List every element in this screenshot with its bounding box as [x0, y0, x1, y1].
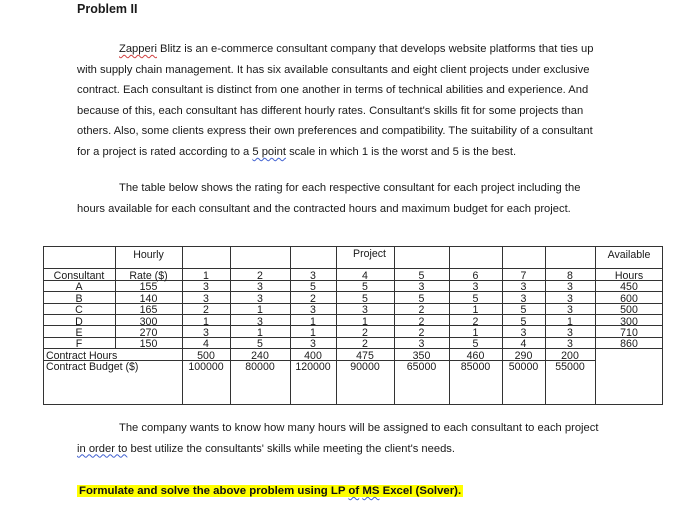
available-hours: 710 — [620, 326, 638, 339]
intro-text: because of this, each consultant has different hourly rates. Consultant's skills fit for some projects than — [77, 104, 584, 117]
rating-cell: 3 — [567, 304, 573, 317]
point-scale-phrase: 5 point — [252, 145, 286, 158]
rating-cell: 3 — [567, 292, 573, 305]
rating-cell: 2 — [418, 304, 425, 317]
project-number: 5 — [418, 269, 425, 282]
rating-cell: 4 — [203, 338, 209, 351]
rating-cell: 3 — [520, 292, 527, 305]
intro-line — [77, 60, 637, 81]
project-header: Project — [353, 248, 386, 260]
contract-budget-cell: 65000 — [406, 361, 437, 374]
table-intro-line-1: The table below shows the rating for each respective consultant for each project including the — [119, 182, 581, 194]
rating-cell: 1 — [472, 304, 479, 317]
available-hours: 500 — [620, 304, 638, 317]
intro-line — [77, 101, 637, 122]
rate-header: Rate ($) — [129, 269, 168, 282]
rating-cell: 3 — [310, 304, 316, 317]
rating-cell: 5 — [472, 292, 479, 305]
task-instruction — [77, 485, 463, 497]
rating-cell: 3 — [567, 281, 573, 294]
rating-cell: 2 — [362, 326, 368, 339]
project-number: 2 — [257, 269, 263, 282]
project-number: 6 — [472, 269, 479, 282]
consultant-project-table — [43, 246, 663, 405]
hourly-header: Hourly — [133, 249, 164, 261]
rating-cell: 5 — [257, 338, 263, 351]
project-number: 1 — [203, 269, 209, 282]
contract-budget-cell: 90000 — [350, 361, 380, 374]
rating-cell: 3 — [257, 292, 263, 305]
rating-cell: 3 — [203, 281, 209, 294]
consultant-name: A — [75, 281, 83, 294]
intro-text: for a project is rated according to a — [77, 145, 253, 158]
consultant-name: F — [75, 338, 83, 351]
rating-cell: 1 — [203, 315, 209, 328]
closing-line-2: best utilize the consultants' skills while meeting the client's needs. — [127, 442, 456, 455]
task-part-of: of — [348, 485, 360, 497]
intro-line — [77, 142, 637, 163]
closing-underlined-phrase: in order to — [77, 442, 128, 455]
contract-hours-cell: 240 — [251, 349, 269, 362]
contract-hours-cell: 500 — [197, 349, 215, 362]
rating-cell: 5 — [362, 292, 368, 305]
hourly-rate: 155 — [139, 281, 158, 294]
intro-text: scale in which 1 is the worst and 5 is the best. — [285, 145, 517, 158]
rating-cell: 5 — [520, 315, 527, 328]
rating-cell: 3 — [418, 281, 425, 294]
rating-cell: 2 — [203, 304, 209, 317]
rating-cell: 4 — [520, 338, 527, 351]
project-number: 4 — [362, 269, 368, 282]
project-number: 3 — [310, 269, 316, 282]
intro-line — [77, 39, 637, 60]
rating-cell: 5 — [310, 281, 316, 294]
rating-cell: 5 — [418, 292, 425, 305]
rating-cell: 5 — [472, 338, 479, 351]
table-bottom-border — [43, 404, 663, 405]
contract-budget-cell: 85000 — [460, 361, 491, 374]
rating-cell: 1 — [310, 326, 316, 339]
intro-text: others. Also, some clients express their own preferences and compatibility. The suitability of a consultant — [77, 125, 593, 138]
hourly-rate: 300 — [139, 315, 158, 328]
closing-paragraph — [77, 418, 637, 459]
available-hours: 450 — [620, 281, 638, 294]
contract-budget-cell: 50000 — [508, 361, 539, 374]
task-part-1: Formulate and solve the above problem using LP — [79, 485, 349, 497]
intro-paragraph — [77, 39, 637, 163]
intro-line — [77, 80, 637, 101]
intro-text: contract. Each consultant is distinct from one another in terms of technical abilities and experience. And — [77, 84, 589, 97]
project-number: 8 — [567, 269, 573, 282]
hourly-rate: 150 — [139, 338, 158, 351]
available-hours: 600 — [620, 292, 638, 305]
rating-cell: 3 — [203, 326, 209, 339]
rating-cell: 5 — [362, 281, 368, 294]
consultant-name: E — [75, 326, 83, 339]
contract-hours-cell: 475 — [356, 349, 374, 362]
rating-cell: 3 — [203, 292, 209, 305]
rating-cell: 2 — [362, 338, 368, 351]
table-top-border — [43, 246, 663, 247]
project-number: 7 — [520, 269, 527, 282]
rating-cell: 3 — [472, 281, 479, 294]
rating-cell: 3 — [257, 281, 263, 294]
contract-hours-cell: 200 — [561, 349, 579, 362]
hourly-rate: 270 — [139, 326, 158, 339]
intro-text: Blitz is an e-commerce consultant company that develops website platforms that ties up — [156, 43, 594, 55]
contract-hours-cell: 400 — [304, 349, 322, 362]
rating-cell: 2 — [310, 292, 316, 305]
available-hours: 300 — [620, 315, 638, 328]
task-part-end: Excel (Solver). — [379, 485, 462, 497]
contract-budget-cell: 100000 — [188, 361, 224, 374]
rating-cell: 1 — [257, 304, 263, 317]
consultant-name: C — [75, 304, 83, 317]
rating-cell: 2 — [472, 315, 479, 328]
contract-hours-cell: 350 — [412, 349, 431, 362]
rating-cell: 1 — [257, 326, 263, 339]
rating-cell: 2 — [418, 315, 425, 328]
contract-budget-cell: 55000 — [555, 361, 585, 374]
consultant-header: Consultant — [53, 269, 105, 282]
problem-heading: Problem II — [77, 2, 138, 16]
hourly-rate: 140 — [139, 292, 158, 305]
rating-cell: 3 — [567, 326, 573, 339]
rating-cell: 3 — [520, 281, 527, 294]
hours-header: Hours — [614, 269, 644, 282]
rating-cell: 3 — [418, 338, 425, 351]
consultant-name: B — [75, 292, 83, 305]
rating-cell: 1 — [567, 315, 573, 328]
contract-budget-cell: 120000 — [295, 361, 331, 374]
rating-cell: 3 — [362, 304, 368, 317]
contract-budget-label: Contract Budget ($) — [46, 361, 139, 374]
rating-cell: 2 — [418, 326, 425, 339]
rating-cell: 1 — [362, 315, 368, 328]
rating-cell: 3 — [520, 326, 527, 339]
hourly-rate: 165 — [139, 304, 158, 317]
contract-hours-cell: 460 — [466, 349, 485, 362]
contract-hours-cell: 290 — [514, 349, 533, 362]
table-intro-paragraph — [77, 178, 637, 219]
contract-hours-label: Contract Hours — [46, 349, 118, 362]
rating-cell: 3 — [310, 338, 316, 351]
rating-cell: 1 — [310, 315, 316, 328]
closing-line-1: The company wants to know how many hours will be assigned to each consultant to each project — [119, 422, 599, 434]
rating-cell: 3 — [567, 338, 573, 351]
company-name: Zapperi — [119, 43, 157, 55]
intro-text: with supply chain management. It has six available consultants and eight client projects under exclusive — [77, 63, 590, 76]
rating-cell: 3 — [257, 315, 263, 328]
available-header: Available — [607, 249, 651, 261]
task-part-ms: MS — [362, 485, 380, 497]
contract-budget-cell: 80000 — [245, 361, 275, 374]
rating-cell: 5 — [520, 304, 527, 317]
intro-line — [77, 121, 637, 142]
table-intro-line-2: hours available for each consultant and the contracted hours and maximum budget for each project. — [77, 202, 571, 215]
available-hours: 860 — [620, 338, 638, 351]
consultant-name: D — [75, 315, 83, 328]
rating-cell: 1 — [472, 326, 479, 339]
